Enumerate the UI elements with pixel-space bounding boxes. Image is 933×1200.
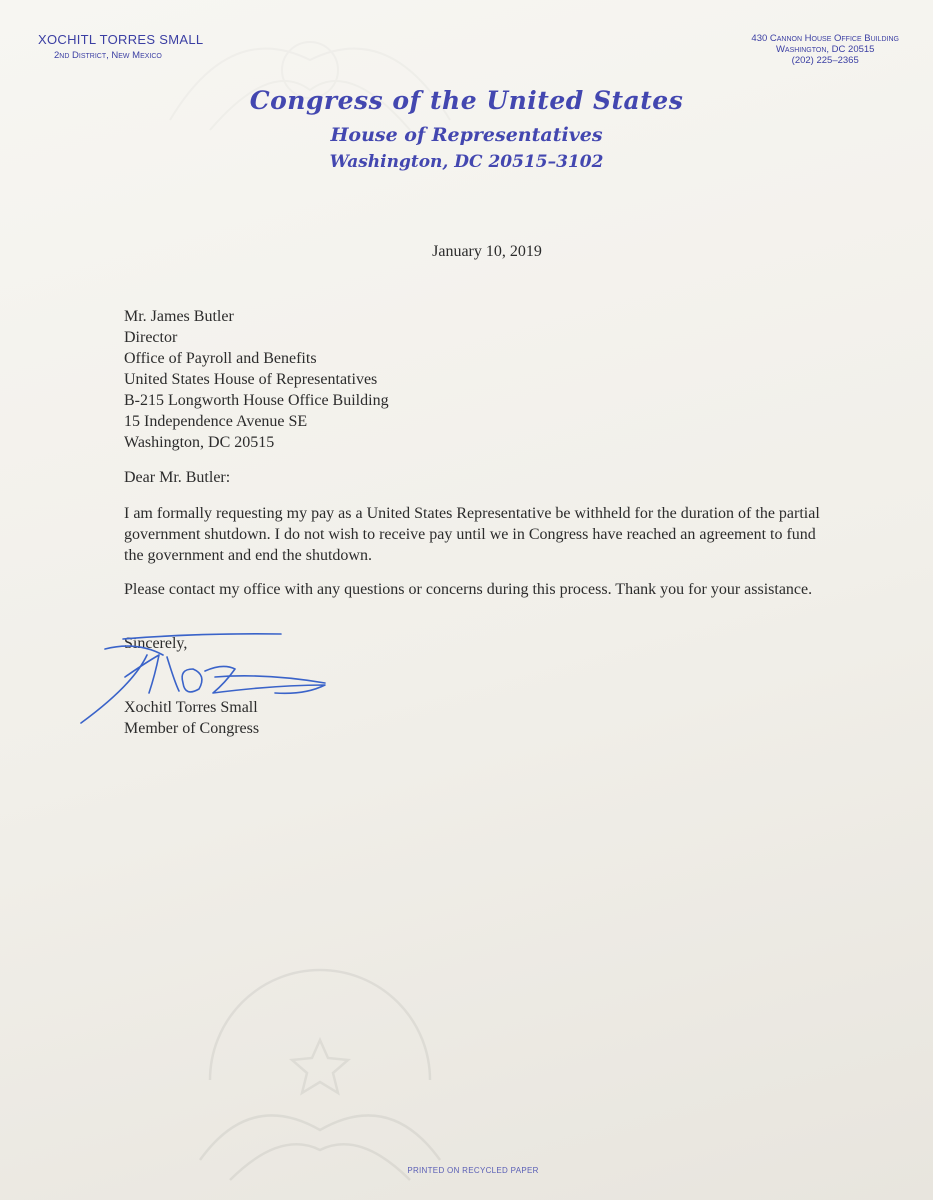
office-phone: (202) 225–2365 xyxy=(791,55,859,66)
office-address-line2: Washington, DC 20515 xyxy=(775,44,875,55)
body-paragraph: Please contact my office with any questions or concerns during this process. Thank you for your assistance. xyxy=(124,581,813,598)
recipient-line: B-215 Longworth House Office Building xyxy=(124,392,389,409)
recipient-line: Mr. James Butler xyxy=(124,308,234,325)
masthead-city: Washington, DC 20515–3102 xyxy=(329,152,604,172)
closing: Sincerely, xyxy=(124,635,188,652)
recycled-eagle-watermark xyxy=(170,960,470,1200)
masthead-house: House of Representatives xyxy=(330,124,603,146)
recipient-line: Washington, DC 20515 xyxy=(124,434,275,451)
recycled-paper-notice: PRINTED ON RECYCLED PAPER xyxy=(407,1166,539,1175)
masthead-congress: Congress of the United States xyxy=(249,86,684,115)
office-address-line1: 430 Cannon House Office Building xyxy=(751,33,899,44)
signer-name: Xochitl Torres Small xyxy=(124,699,258,716)
recipient-line: 15 Independence Avenue SE xyxy=(124,413,308,430)
recipient-line: Office of Payroll and Benefits xyxy=(124,350,317,367)
member-block xyxy=(38,32,203,61)
salutation: Dear Mr. Butler: xyxy=(124,469,231,486)
office-address-block xyxy=(751,33,899,66)
recipient-line: United States House of Representatives xyxy=(124,371,378,388)
recipient-line: Director xyxy=(124,329,178,346)
body-paragraph: I am formally requesting my pay as a United States Representative be withheld for the duration of the partial government shutdown. I do not wish to receive pay until we in Congress have reached an agreement to fund the government and end the shutdown. xyxy=(124,505,820,564)
member-district: 2nd District, New Mexico xyxy=(54,50,162,61)
signer-title: Member of Congress xyxy=(124,720,260,737)
member-name: XOCHITL TORRES SMALL xyxy=(38,32,204,47)
recipient-address xyxy=(124,306,389,453)
letter-date: January 10, 2019 xyxy=(432,243,542,260)
